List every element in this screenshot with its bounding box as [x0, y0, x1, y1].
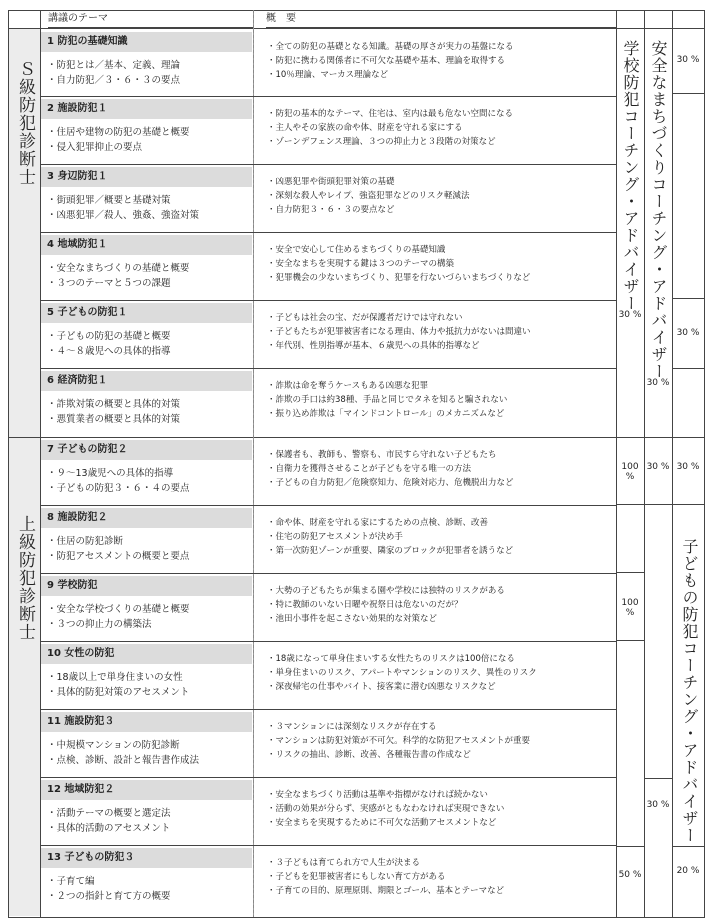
lecture-title: 9 学校防犯: [41, 576, 252, 596]
lecture-points: [47, 534, 189, 564]
row-sep: [41, 232, 616, 233]
lecture-row: [41, 508, 252, 572]
col-box-j-top: [616, 846, 644, 847]
lecture-row: [41, 848, 252, 912]
lecture-row: [41, 235, 252, 299]
overview-line: ・詐欺は命を奪うケースもある凶悪な犯罪: [267, 381, 429, 391]
lecture-title: 11 施設防犯３: [41, 712, 252, 732]
lecture-point: ・住居の防犯診断: [47, 536, 124, 547]
row-sep: [41, 709, 616, 710]
lecture-row: [41, 303, 252, 367]
lecture-point: ・18歳以上で単身住まいの女性: [47, 672, 183, 683]
percent-col1-7: 100 %: [621, 462, 639, 482]
overview-line: ・凶悪犯罪や街頭犯罪対策の基礎: [267, 177, 395, 187]
overview-line: ・防犯に携わる関係者に不可欠な基礎や基本、理論を取得する: [267, 56, 506, 66]
row-sep: [41, 300, 616, 301]
lecture-title: 6 経済防犯１: [41, 371, 252, 391]
lecture-title: 5 子どもの防犯１: [41, 303, 252, 323]
lecture-title: 4 地域防犯１: [41, 235, 252, 255]
lecture-overview: [267, 243, 607, 285]
overview-line: ・振り込め詐欺は「マインドコントロール」のメカニズムなど: [267, 409, 505, 419]
col-box-k-top: [672, 846, 704, 847]
lecture-point: ・３つの抑止力の構築法: [47, 619, 152, 630]
percent-col2-12: 30 %: [646, 800, 670, 810]
overview-line: ・18歳になって単身住まいする女性たちのリスクは100倍になる: [267, 654, 515, 664]
lecture-points: [47, 58, 180, 88]
lecture-point: ・住居や建物の防犯の基礎と概要: [47, 127, 190, 138]
lecture-points: [47, 193, 199, 223]
lecture-point: ・子どもの防犯の基礎と概要: [47, 331, 171, 342]
row-sep: [41, 777, 616, 778]
lecture-point: ・点検、診断、設計と報告書作成法: [47, 755, 200, 766]
lecture-title: 7 子どもの防犯２: [41, 440, 252, 460]
lecture-title: 8 施設防犯２: [41, 508, 252, 528]
border-right: [704, 10, 705, 918]
lecture-point: ・悪質業者の概要と具体的対策: [47, 414, 181, 425]
border-overview: [616, 10, 617, 918]
overview-line: ・子どもは社会の宝、だが保護者だけでは守れない: [267, 313, 463, 323]
overview-line: ・大勢の子どもたちが集まる園や学校には独特のリスクがある: [267, 586, 505, 596]
course-label-school: 学校防犯コーチング・アドバイザー: [621, 40, 640, 312]
overview-line: ・深夜帰宅の仕事やバイト、接客業に潜む凶悪なリスクなど: [267, 682, 496, 692]
lecture-overview: [267, 448, 607, 490]
lecture-overview: [267, 175, 607, 217]
lecture-point: ・侵入犯罪抑止の要点: [47, 142, 143, 153]
course-label-town: 安全なまちづくりコーチング・アドバイザー: [649, 40, 668, 380]
col3-box-2-bottom: [672, 368, 704, 369]
lecture-points: [47, 874, 171, 904]
overview-line: ・リスクの抽出、診断、改善、各種報告書の作成など: [267, 750, 471, 760]
overview-line: ・安全なまちづくり活動は基準や指標がなければ続かない: [267, 790, 488, 800]
overview-line: ・詐欺の手口は約38種、手品と同じでタネを知ると騙されない: [267, 395, 508, 405]
overview-line: ・保護者も、教師も、警察も、市民すら守れない子どもたち: [267, 450, 497, 460]
lecture-point: ・安全なまちづくりの基礎と概要: [47, 263, 190, 274]
lecture-title: 13 子どもの防犯３: [41, 848, 252, 868]
lecture-row: [41, 371, 252, 435]
lecture-points: [47, 670, 189, 700]
border-col2: [672, 10, 673, 918]
row-sep: [41, 573, 616, 574]
lecture-row: [41, 32, 252, 96]
header-overview: 概 要: [266, 10, 616, 28]
overview-line: ・主人やその家族の命や体、財産を守れる家にする: [267, 123, 463, 133]
level-shade-adv: [9, 438, 40, 916]
lecture-title: 2 施設防犯１: [41, 99, 252, 119]
col1-box-h-top: [616, 572, 644, 573]
lecture-row: [41, 440, 252, 504]
lecture-overview: [267, 107, 607, 149]
lecture-points: [47, 329, 171, 359]
col3-box-1-bottom: [672, 93, 704, 94]
lecture-point: ・安全な学校づくりの基礎と概要: [47, 604, 190, 615]
overview-line: ・犯罪機会の少ないまちづくり、犯罪を行ないづらいまちづくりなど: [267, 273, 531, 283]
lecture-overview: [267, 516, 607, 558]
lecture-overview: [267, 856, 607, 898]
lecture-point: ・４～８歳児への具体的指導: [47, 346, 171, 357]
lecture-points: [47, 602, 190, 632]
overview-line: ・10％理論、マーカス理論など: [267, 70, 389, 80]
overview-line: ・安全まちを実現するために不可欠な活動アセスメントなど: [267, 818, 497, 828]
row-sep: [41, 845, 616, 846]
overview-line: ・特に教師のいない日曜や祝祭日は危ないのだが？: [267, 600, 463, 610]
header-theme: 講議のテーマ: [48, 10, 253, 28]
percent-col2-7: 30 %: [646, 462, 670, 472]
lecture-point: ・凶悪犯罪／殺人、強姦、強盗対策: [47, 210, 200, 221]
border-left: [8, 10, 9, 918]
lecture-point: ・防犯とは／基本、定義、理論: [47, 60, 181, 71]
lecture-point: ・子どもの防犯３・６・４の要点: [47, 483, 190, 494]
lecture-title: 3 身辺防犯１: [41, 167, 252, 187]
percent-col1-9: 100 %: [621, 598, 639, 618]
lecture-point: ・子育て編: [47, 876, 95, 887]
lecture-row: [41, 644, 252, 708]
overview-line: ・住宅の防犯アセスメントが決め手: [267, 532, 403, 542]
lecture-title: 12 地域防犯２: [41, 780, 252, 800]
lecture-point: ・具体的防犯対策のアセスメント: [47, 687, 190, 698]
lecture-points: [47, 125, 190, 155]
level-label-s: Ｓ級防犯診断士: [15, 60, 35, 186]
overview-line: ・年代別、性別指導が基本、６歳児への具体的指導など: [267, 341, 480, 351]
overview-line: ・第一次防犯ゾーンが重要、隣家のブロックが犯罪者を誘うなど: [267, 546, 514, 556]
percent-col3-13: 20 %: [676, 866, 700, 876]
header-rule: [8, 28, 704, 29]
border-theme: [253, 10, 254, 918]
lecture-point: ・街頭犯罪／概要と基礎対策: [47, 195, 171, 206]
percent-col1-s: 30 %: [618, 310, 642, 320]
lecture-point: ・活動テーマの概要と選定法: [47, 808, 171, 819]
lecture-point: ・詐欺対策の概要と具体的対策: [47, 399, 181, 410]
overview-line: ・全ての防犯の基礎となる知識。基礎の厚さが実力の基盤になる: [267, 42, 514, 52]
lecture-row: [41, 576, 252, 640]
lecture-overview: [267, 584, 607, 626]
lecture-overview: [267, 788, 607, 830]
overview-line: ・命や体、財産を守れる家にするための点検、診断、改善: [267, 518, 489, 528]
percent-col3-7: 30 %: [676, 462, 700, 472]
overview-line: ・子育ての目的、原理原則、期限とゴール、基本とテーマなど: [267, 886, 505, 896]
overview-line: ・子どもの自力防犯／危険察知力、危険対応力、危機脱出力など: [267, 478, 514, 488]
overview-line: ・深刻な殺人やレイプ、強盗犯罪などのリスク軽減法: [267, 191, 470, 201]
percent-col3-s5: 30 %: [676, 328, 700, 338]
lecture-overview: [267, 652, 607, 694]
lecture-point: ・中規模マンションの防犯診断: [47, 740, 180, 751]
lecture-points: [47, 261, 189, 291]
lecture-row: [41, 99, 252, 163]
col2-box-top: [644, 778, 672, 779]
overview-line: ・防犯の基本的なテーマ、住宅は、室内は最も危ない空間になる: [267, 109, 513, 119]
col3-box-2-top: [672, 298, 704, 299]
col1-box-h-bottom: [616, 640, 644, 641]
overview-line: ・活動の効果が分らず、実感がともなわなければ実現できない: [267, 804, 505, 814]
top-rule: [8, 10, 704, 11]
overview-line: ・池田小事件を起こさない効果的な対策など: [267, 614, 438, 624]
row-sep: [41, 368, 616, 369]
row-sep: [41, 505, 616, 506]
lecture-row: [41, 780, 252, 844]
percent-col1-13: 50 %: [618, 870, 642, 880]
percent-col3-s1: 30 %: [676, 55, 700, 65]
row-sep: [41, 96, 616, 97]
lecture-title: 10 女性の防犯: [41, 644, 252, 664]
overview-line: ・マンションは防犯対策が不可欠。科学的な防犯アセスメントが重要: [267, 736, 531, 746]
overview-line: ・子どもを犯罪被害者にもしない育て方がある: [267, 872, 446, 882]
level-label-advanced: 上級防犯診断士: [15, 515, 35, 641]
overview-line: ・単身住まいのリスク、アパートやマンションのリスク、異性のリスク: [267, 668, 537, 678]
overview-line: ・安全で安心して住めるまちづくりの基礎知識: [267, 245, 446, 255]
level-divider: [8, 437, 704, 438]
overview-line: ・３マンションには深刻なリスクが存在する: [267, 722, 437, 732]
lecture-point: ・９～13歳児への具体的指導: [47, 468, 174, 479]
overview-line: ・３子どもは育てられ方で人生が決まる: [267, 858, 421, 868]
lecture-point: ・３つのテーマと５つの課題: [47, 278, 171, 289]
lecture-point: ・２つの指針と育て方の概要: [47, 891, 171, 902]
lecture-points: [47, 397, 180, 427]
course-label-child: 子どもの防犯コーチング・アドバイザー: [680, 538, 699, 844]
row-sep: [41, 164, 616, 165]
lecture-row: [41, 712, 252, 776]
lecture-title: 1 防犯の基礎知識: [41, 32, 252, 52]
overview-line: ・ゾーンデフェンス理論、３つの抑止力と３段階の対策など: [267, 137, 496, 147]
overview-line: ・自衛力を獲得させることが子どもを守る唯一の方法: [267, 464, 472, 474]
lecture-point: ・防犯アセスメントの概要と要点: [47, 551, 190, 562]
lecture-point: ・自力防犯／３・６・３の要点: [47, 75, 181, 86]
lecture-overview: [267, 40, 607, 82]
table-bottom: [8, 917, 704, 918]
lecture-overview: [267, 379, 607, 421]
lecture-overview: [267, 720, 607, 762]
overview-line: ・安全なまちを実現する鍵は３つのテーマの構築: [267, 259, 455, 269]
lecture-point: ・具体的活動のアセスメント: [47, 823, 171, 834]
overview-line: ・子どもたちが犯罪被害者になる理由、体力や抵抗力がないは間違い: [267, 327, 531, 337]
lecture-points: [47, 738, 199, 768]
percent-col2-s: 30 %: [646, 378, 670, 388]
lecture-points: [47, 806, 171, 836]
col3-box-3-bottom: [616, 504, 704, 505]
lecture-row: [41, 167, 252, 231]
overview-line: ・自力防犯３・６・３の要点など: [267, 205, 395, 215]
lecture-overview: [267, 311, 607, 353]
row-sep: [41, 641, 616, 642]
border-col1: [644, 10, 645, 918]
lecture-points: [47, 466, 190, 496]
